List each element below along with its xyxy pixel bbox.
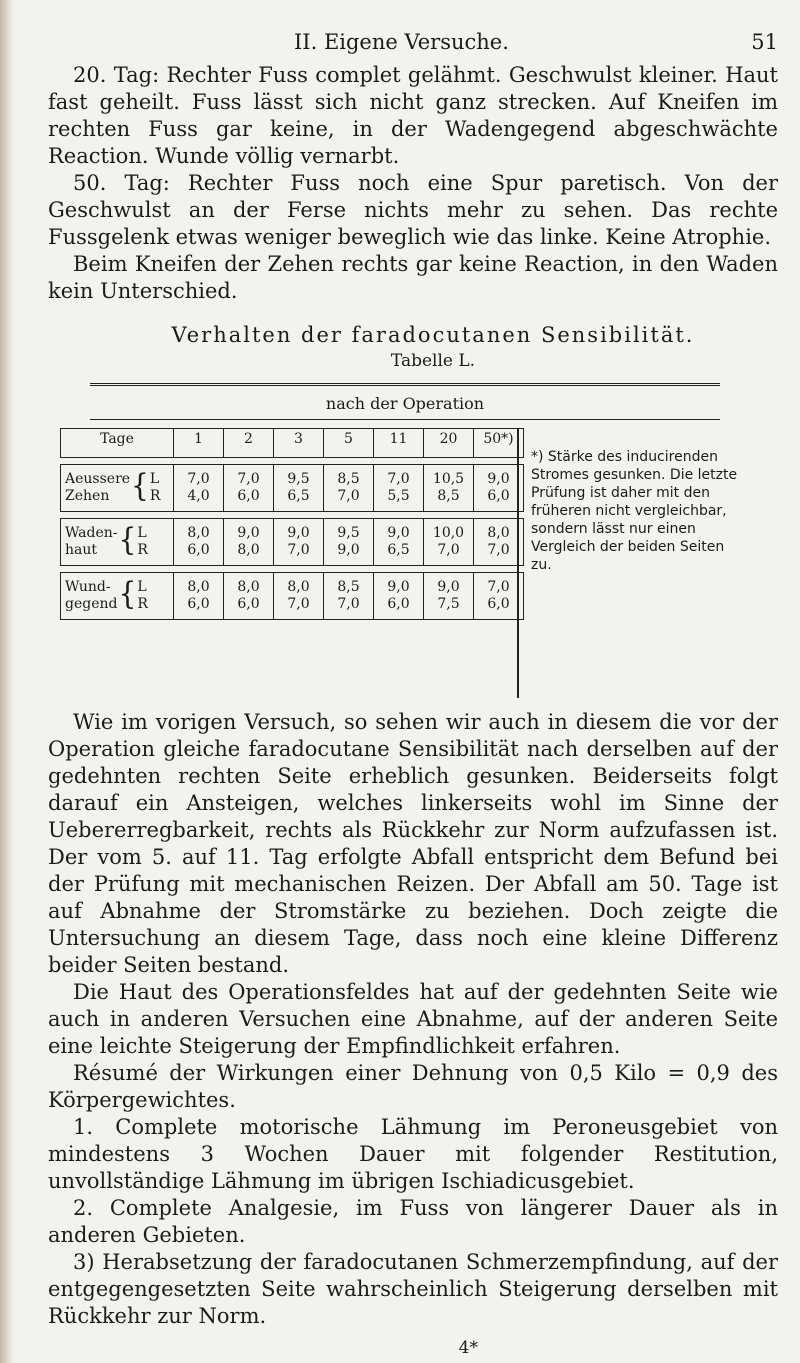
table-area	[48, 428, 778, 703]
table-footnote	[517, 428, 743, 698]
table-cell: 8,0 7,0	[474, 519, 524, 566]
footnote-text: *) Stärke des inducirenden Stromes gesunken. Die letzte Prüfung ist daher mit den früheren nicht vergleichbar, sondern lässt nur einen Vergleich der beiden Seiten zu.	[531, 449, 738, 573]
sensibility-table	[60, 428, 524, 620]
row-label: Aeussere Zehen {L R	[61, 465, 174, 512]
table-corner-cell: Tage	[61, 429, 174, 458]
table-caption: Tabelle L.	[390, 351, 476, 371]
column-header: 20	[424, 429, 474, 458]
table-cell: 9,0 8,0	[224, 519, 274, 566]
table-cell: 9,5 6,5	[274, 465, 324, 512]
table-header-row	[61, 429, 524, 458]
paragraph-day-50: 50. Tag: Rechter Fuss noch eine Spur paretisch. Von der Geschwulst an der Ferse nichts mehr zu sehen. Das rechte Fussgelenk etwas weniger beweglich wie das linke. Keine Atrophie.	[48, 171, 778, 249]
summary-item-1: 1. Complete motorische Lähmung im Peroneusgebiet von mindestens 3 Wochen Dauer mit folgender Restitution, unvollständige Lähmung im übrigen Ischiadicusgebiet.	[48, 1115, 778, 1193]
running-head	[48, 30, 778, 62]
table-cell: 9,5 9,0	[324, 519, 374, 566]
table-cell: 7,0 6,0	[474, 573, 524, 620]
paragraph-operation-field: Die Haut des Operationsfeldes hat auf der gedehnten Seite wie auch in anderen Versuchen eine Abnahme, auf der anderen Seite eine leichte Steigerung der Empfindlichkeit erfahren.	[48, 980, 778, 1058]
column-header: 50*)	[474, 429, 524, 458]
column-header: 5	[324, 429, 374, 458]
table-cell: 8,0 6,0	[224, 573, 274, 620]
paragraph-discussion: Wie im vorigen Versuch, so sehen wir auch in diesem die vor der Operation gleiche faradocutane Sensibilität nach derselben auf der gedehnten rechten Seite erheblich gesunken. Beiderseits folgt darauf ein Ansteigen, welches linkerseits wohl im Sinne der Uebererregbarkeit, rechts als Rückkehr zur Norm aufzufassen ist. Der vom 5. auf 11. Tag erfolgte Abfall entspricht dem Befund bei der Prüfung mit mechanischen Reizen. Der Abfall am 50. Tage ist auf Abnahme der Stromstärke zu beziehen. Doch zeigte die Untersuchung an diesem Tage, dass noch eine kleine Differenz beider Seiten bestand.	[48, 710, 778, 977]
summary-item-3: 3) Herabsetzung der faradocutanen Schmerzempfindung, auf der entgegengesetzten Seite wahrscheinlich Steigerung derselben mit Rückkehr zur Norm.	[48, 1250, 778, 1328]
paragraph-pinch-reaction: Beim Kneifen der Zehen rechts gar keine Reaction, in den Waden kein Unterschied.	[48, 252, 778, 303]
table-cell: 9,0 7,0	[274, 519, 324, 566]
column-header: 3	[274, 429, 324, 458]
paragraph-day-20: 20. Tag: Rechter Fuss complet gelähmt. Geschwulst kleiner. Haut fast geheilt. Fuss lässt sich nicht ganz strecken. Auf Kneifen im rechten Fuss gar keine, in der Wadengegend abgeschwächte Reaction. Wunde völlig vernarbt.	[48, 63, 778, 168]
signature-mark: 4*	[458, 1338, 478, 1358]
column-header: 1	[174, 429, 224, 458]
table-cell: 8,0 7,0	[274, 573, 324, 620]
summary-title: Résumé der Wirkungen einer Dehnung von 0,5 Kilo = 0,9 des Körpergewichtes.	[48, 1061, 778, 1112]
section-heading: Verhalten der faradocutanen Sensibilität.	[171, 323, 695, 347]
book-page	[48, 30, 778, 1358]
column-header: 2	[224, 429, 274, 458]
table-cell: 8,5 7,0	[324, 573, 374, 620]
table-cell: 8,0 6,0	[174, 519, 224, 566]
row-label: Wund- gegend{L R	[61, 573, 174, 620]
row-label: Waden- haut {L R	[61, 519, 174, 566]
table-cell: 8,5 7,0	[324, 465, 374, 512]
table-cell: 7,0 4,0	[174, 465, 224, 512]
table-top-rule	[90, 383, 720, 386]
table-row-wundgegend	[61, 573, 524, 620]
table-cell: 9,0 7,5	[424, 573, 474, 620]
table-row-wadenhaut	[61, 519, 524, 566]
table-row-aeussere-zehen	[61, 465, 524, 512]
discussion	[48, 709, 778, 1330]
table-cell: 9,0 6,0	[474, 465, 524, 512]
page-number: 51	[751, 30, 778, 54]
column-header: 11	[374, 429, 424, 458]
table-subheading: nach der Operation	[325, 394, 485, 413]
table-cell: 10,0 7,0	[424, 519, 474, 566]
table-cell: 7,0 6,0	[224, 465, 274, 512]
running-head-title: II. Eigene Versuche.	[294, 30, 509, 54]
table-cell: 10,5 8,5	[424, 465, 474, 512]
table-cell: 8,0 6,0	[174, 573, 224, 620]
summary-item-2: 2. Complete Analgesie, im Fuss von längerer Dauer als in anderen Gebieten.	[48, 1196, 778, 1247]
table-cell: 9,0 6,0	[374, 573, 424, 620]
table-cell: 7,0 5,5	[374, 465, 424, 512]
table-cell: 9,0 6,5	[374, 519, 424, 566]
book-binding-edge	[0, 0, 14, 1363]
table-sub-rule	[90, 419, 720, 420]
